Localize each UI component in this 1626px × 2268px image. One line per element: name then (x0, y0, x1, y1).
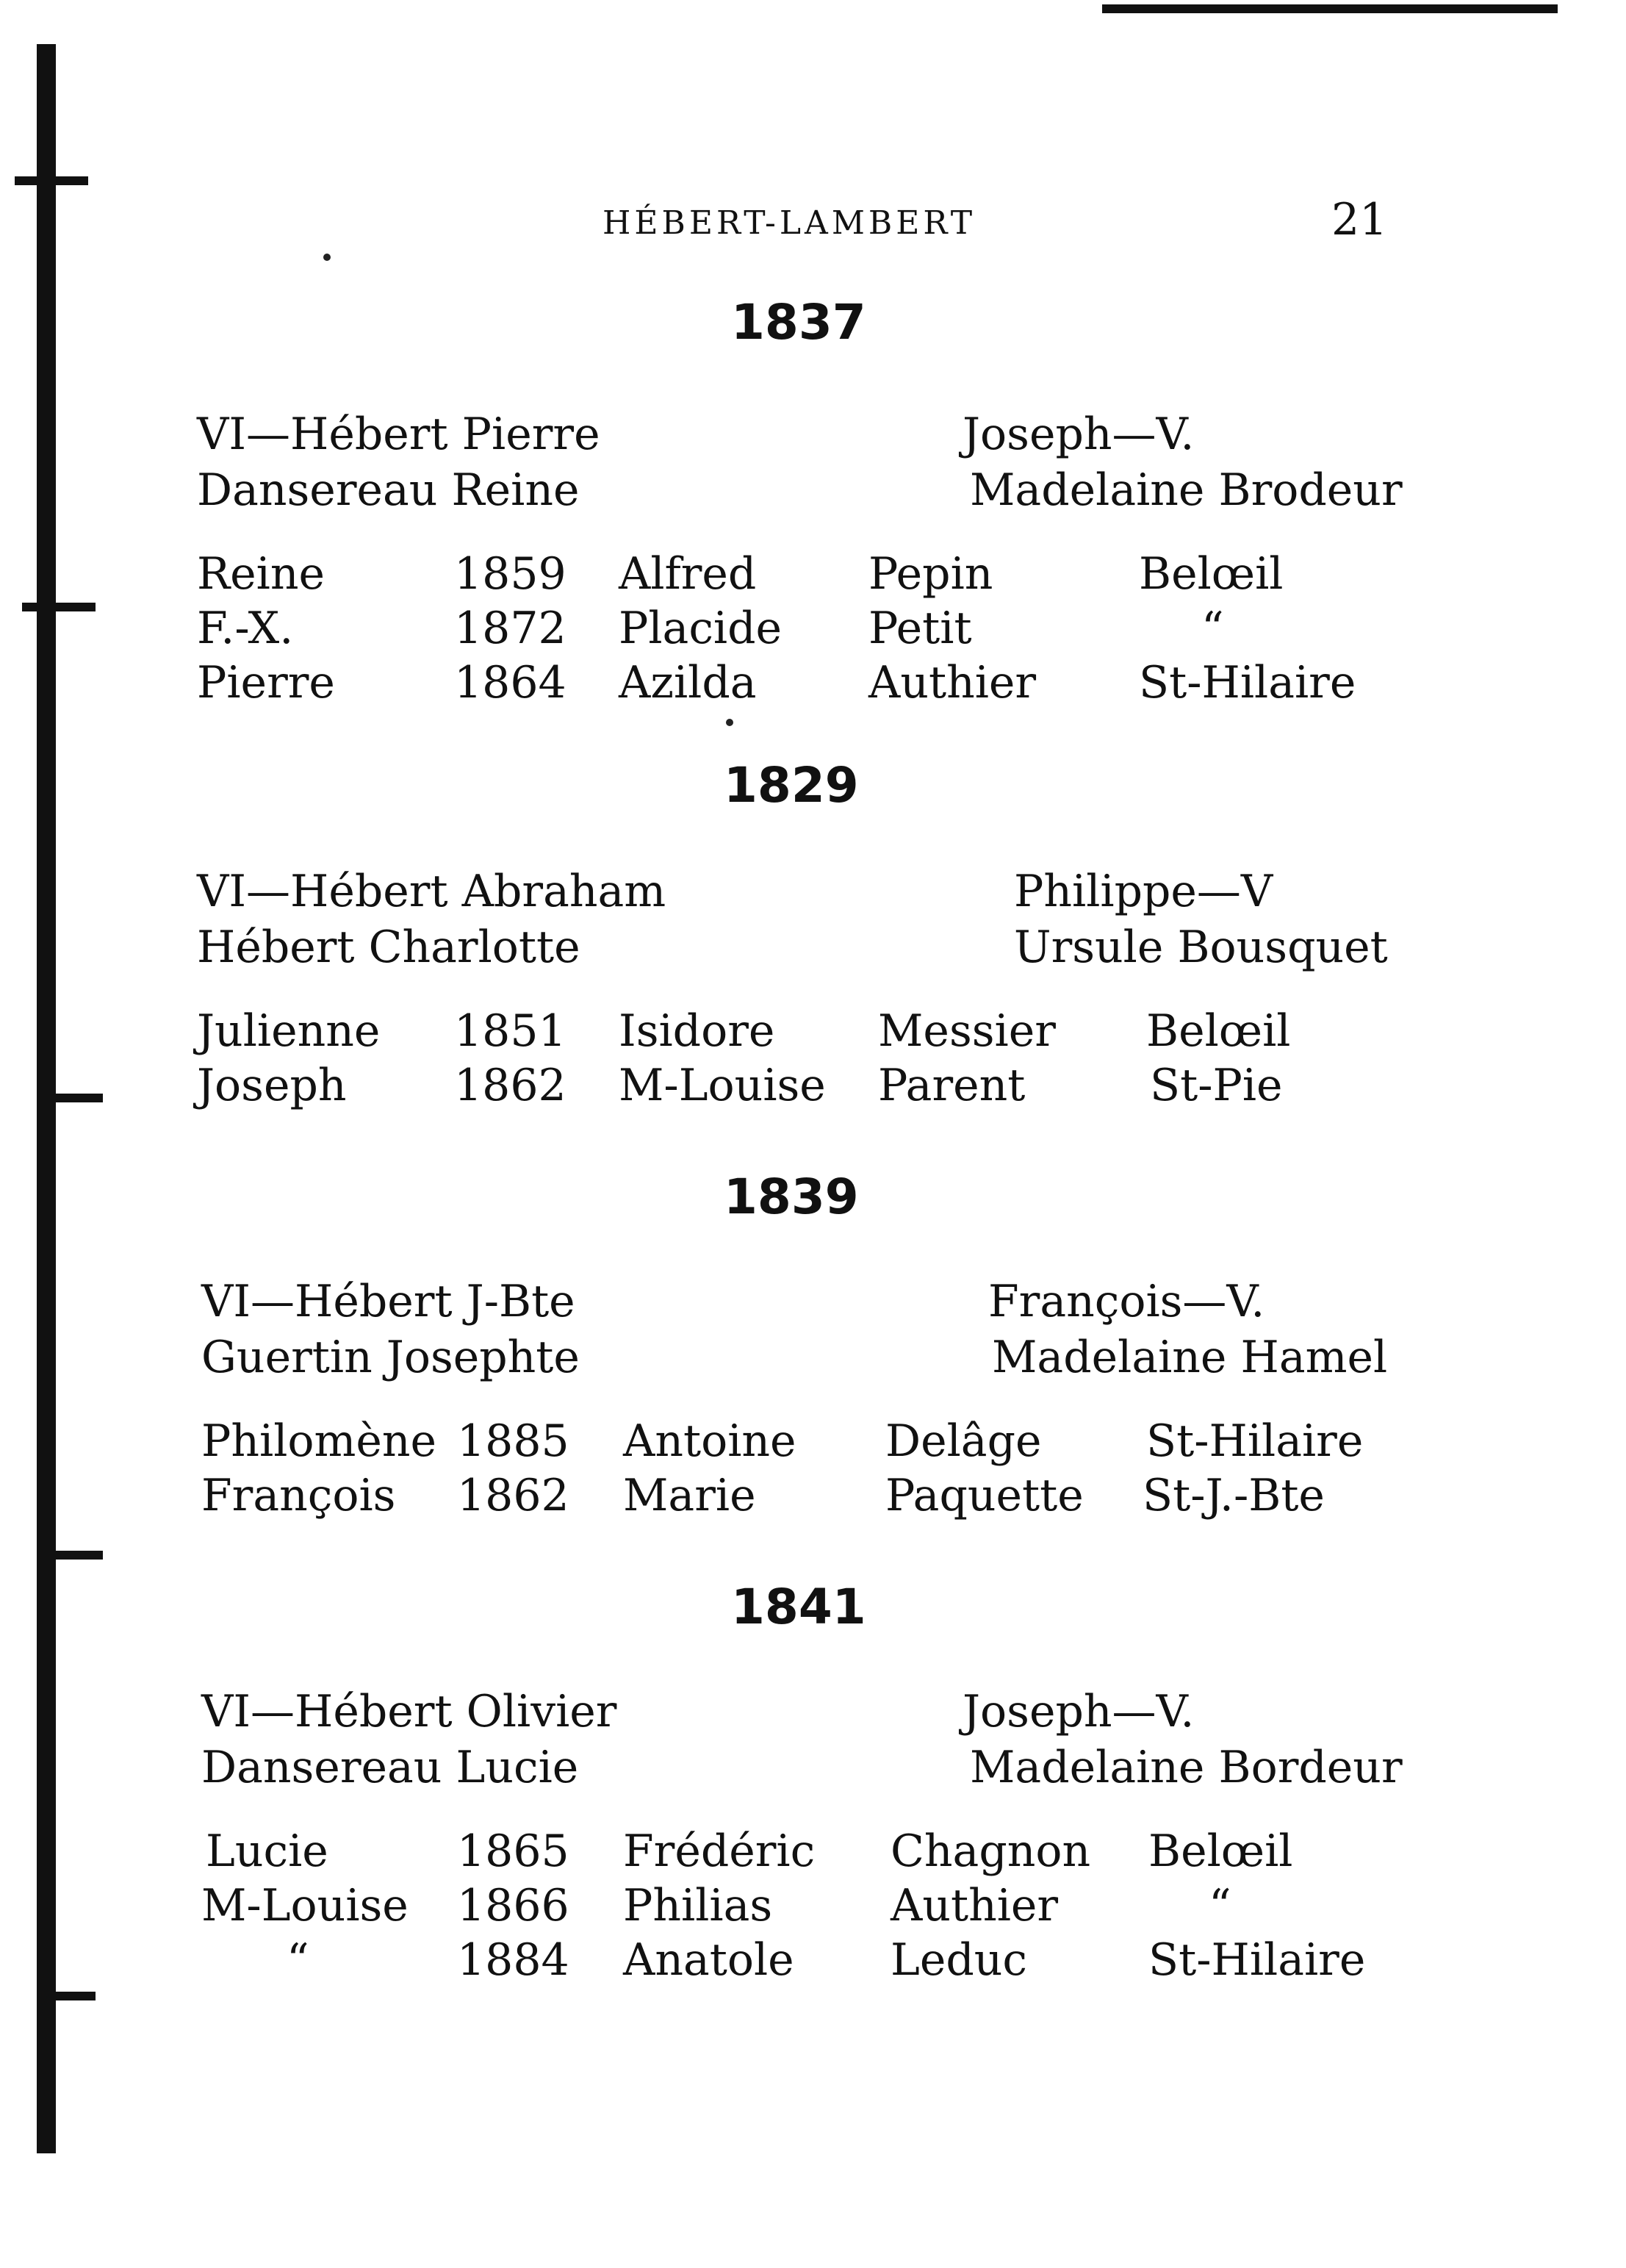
spouse-surname: Authier (891, 1880, 1059, 1931)
husband-parents: François—V. (988, 1276, 1265, 1327)
child-name: François (201, 1470, 396, 1521)
parish: St-J.-Bte (1143, 1470, 1325, 1521)
parish: “ (1201, 603, 1224, 654)
page-number: 21 (1331, 194, 1388, 245)
spouse-surname: Chagnon (891, 1826, 1091, 1877)
wife-name: Dansereau Reine (197, 464, 580, 516)
binding-tick (44, 1992, 96, 2000)
spouse-surname: Pepin (868, 548, 993, 600)
section-year: 1829 (724, 757, 859, 814)
wife-parents: Madelaine Brodeur (970, 464, 1403, 516)
marriage-year: 1885 (457, 1415, 569, 1467)
husband-parents: Joseph—V. (963, 1686, 1195, 1737)
child-name: Joseph (197, 1060, 347, 1111)
parish: St-Pie (1150, 1060, 1283, 1111)
parish: St-Hilaire (1146, 1415, 1364, 1467)
spouse-surname: Petit (868, 603, 972, 654)
binding-tick (15, 176, 88, 185)
husband-name: VI—Hébert Olivier (201, 1686, 617, 1737)
section-year: 1841 (731, 1579, 866, 1635)
spouse-first-name: Isidore (619, 1005, 775, 1057)
marriage-year: 1859 (454, 548, 566, 600)
parish: Belœil (1146, 1005, 1291, 1057)
wife-name: Dansereau Lucie (201, 1742, 579, 1793)
section-year: 1839 (724, 1169, 859, 1225)
spouse-first-name: Azilda (619, 657, 757, 708)
child-name: Lucie (206, 1826, 328, 1877)
wife-parents: Madelaine Bordeur (970, 1742, 1403, 1793)
running-head: HÉBERT-LAMBERT (602, 204, 976, 242)
child-name: Philomène (201, 1415, 437, 1467)
spouse-surname: Delâge (885, 1415, 1042, 1467)
marriage-year: 1862 (454, 1060, 566, 1111)
spouse-first-name: Alfred (619, 548, 757, 600)
child-name: “ (287, 1934, 309, 1986)
section-year: 1837 (731, 294, 866, 351)
spouse-first-name: Antoine (623, 1415, 796, 1467)
husband-parents: Philippe—V (1014, 866, 1273, 917)
husband-parents: Joseph—V. (963, 409, 1195, 460)
wife-name: Guertin Josephte (201, 1332, 580, 1383)
child-name: F.-X. (197, 603, 294, 654)
marriage-year: 1866 (457, 1880, 569, 1931)
spouse-first-name: Placide (619, 603, 783, 654)
top-rule (1102, 4, 1558, 13)
child-name: Reine (197, 548, 325, 600)
spouse-first-name: Philias (623, 1880, 773, 1931)
spouse-surname: Leduc (891, 1934, 1028, 1986)
parish: Belœil (1148, 1826, 1293, 1877)
spouse-surname: Authier (868, 657, 1037, 708)
parish: “ (1209, 1880, 1231, 1931)
spouse-surname: Parent (878, 1060, 1026, 1111)
binding-tick (22, 603, 96, 611)
wife-parents: Madelaine Hamel (992, 1332, 1388, 1383)
husband-name: VI—Hébert J-Bte (201, 1276, 575, 1327)
spouse-surname: Paquette (885, 1470, 1084, 1521)
husband-name: VI—Hébert Abraham (197, 866, 666, 917)
marriage-year: 1865 (457, 1826, 569, 1877)
binding-tick (44, 1094, 103, 1102)
child-name: M-Louise (201, 1880, 409, 1931)
child-name: Julienne (197, 1005, 381, 1057)
spouse-first-name: M-Louise (619, 1060, 826, 1111)
binding-tick (44, 1551, 103, 1560)
marriage-year: 1851 (454, 1005, 566, 1057)
child-name: Pierre (197, 657, 335, 708)
marriage-year: 1864 (454, 657, 566, 708)
parish: Belœil (1139, 548, 1284, 600)
parish: St-Hilaire (1139, 657, 1356, 708)
speck (726, 719, 733, 726)
spouse-first-name: Anatole (623, 1934, 794, 1986)
spouse-first-name: Marie (623, 1470, 756, 1521)
spouse-surname: Messier (878, 1005, 1056, 1057)
marriage-year: 1872 (454, 603, 566, 654)
marriage-year: 1862 (457, 1470, 569, 1521)
speck (323, 254, 331, 261)
wife-parents: Ursule Bousquet (1014, 922, 1388, 973)
wife-name: Hébert Charlotte (197, 922, 580, 973)
marriage-year: 1884 (457, 1934, 569, 1986)
spouse-first-name: Frédéric (623, 1826, 816, 1877)
husband-name: VI—Hébert Pierre (197, 409, 600, 460)
parish: St-Hilaire (1148, 1934, 1366, 1986)
